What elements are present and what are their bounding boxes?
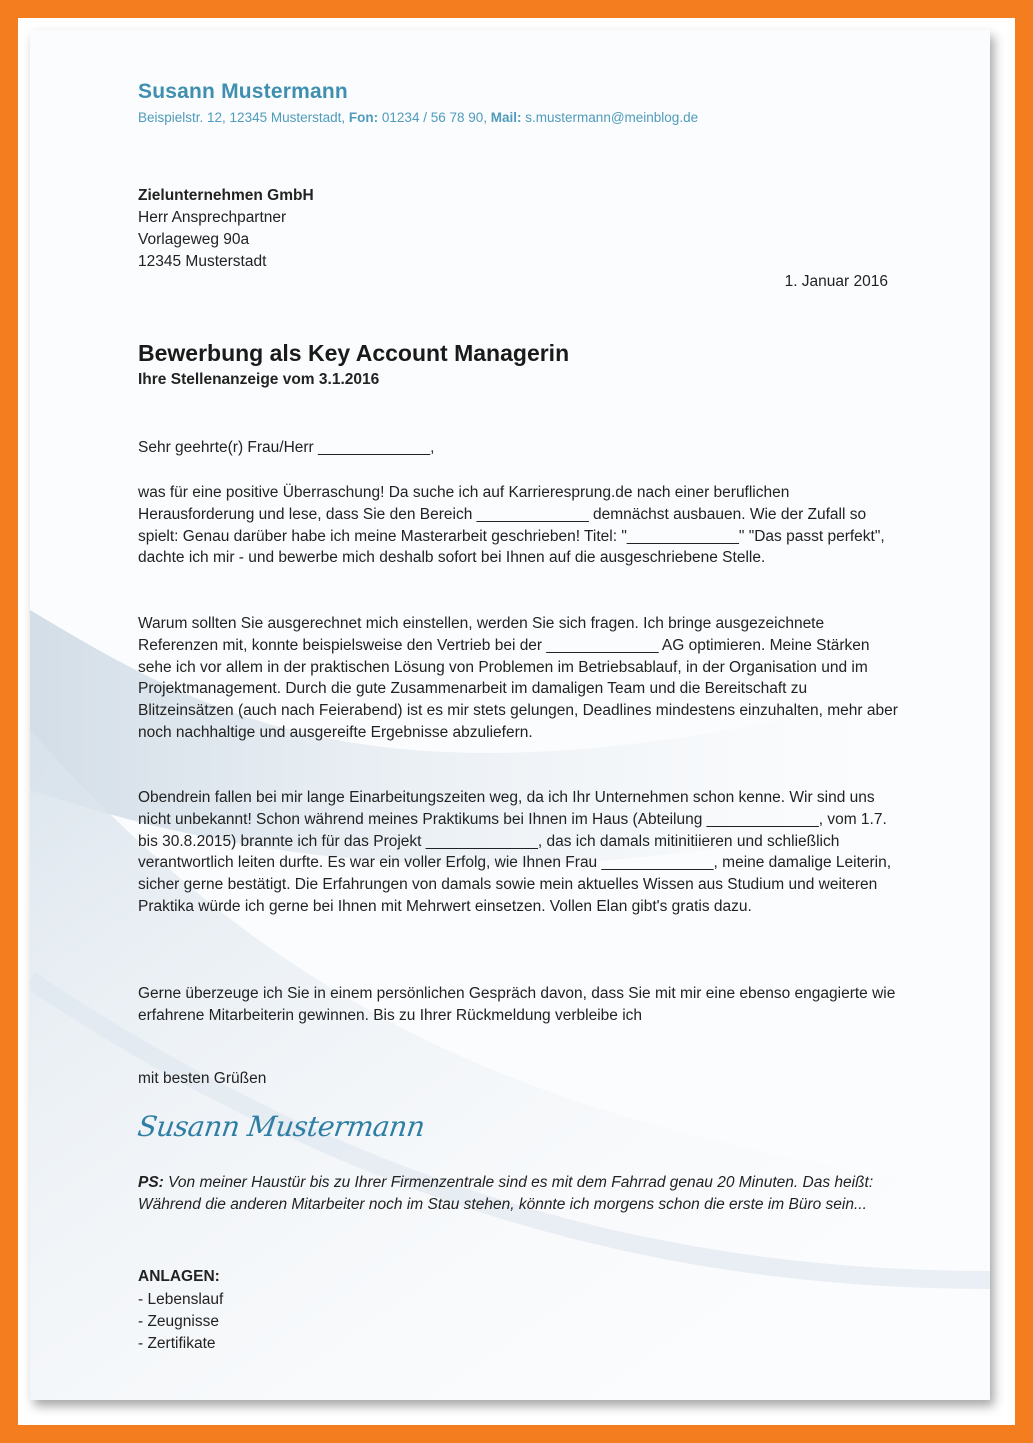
mail-label: Mail: xyxy=(490,110,522,125)
letter-date: 1. Januar 2016 xyxy=(784,273,888,290)
handwritten-signature: Susann Mustermann xyxy=(135,1110,427,1143)
letter-page xyxy=(30,30,990,1400)
attachments-list xyxy=(138,1289,223,1354)
fon-label: Fon: xyxy=(348,110,379,125)
salutation: Sehr geehrte(r) Frau/Herr _____________, xyxy=(138,439,435,456)
closing: mit besten Grüßen xyxy=(138,1070,267,1087)
ps-label: PS: xyxy=(138,1174,164,1191)
recipient-city: 12345 Musterstadt xyxy=(138,253,267,270)
mail-address: s.mustermann@meinblog.de xyxy=(525,110,699,125)
attachments-title: ANLAGEN: xyxy=(138,1268,220,1285)
fon-number: 01234 / 56 78 90, xyxy=(381,110,487,125)
postscript xyxy=(138,1172,878,1216)
paragraph-1: was für eine positive Überraschung! Da suche ich auf Karrieresprung.de nach einer beruflichen Herausforderung und lese, dass Sie den Bereich _____________ demnächst ausbauen. Wie der Zufall so spielt: Genau darüber habe ich meine Masterarbeit geschrieben! Titel: "_____________" "Das passt perfekt", dachte ich mir - und bewerbe mich deshalb sofort bei Ihnen auf die ausgeschriebene Stelle. xyxy=(138,484,885,567)
sender-contact-line xyxy=(138,110,698,125)
recipient-contact: Herr Ansprechpartner xyxy=(138,209,287,226)
sender-address: Beispielstr. 12, 12345 Musterstadt, xyxy=(138,110,346,125)
paragraph-2: Warum sollten Sie ausgerechnet mich einstellen, werden Sie sich fragen. Ich bringe ausgezeichnete Referenzen mit, konnte beispielsweise den Vertrieb bei der _____________ AG optimieren. Meine Stärken sehe ich vor allem in der praktischen Lösung von Problemen im Betriebsablauf, in der Organisation und im Projektmanagement. Durch die gute Zusammenarbeit im damaligen Team und die Bereitschaft zu Blitzeinsätzen (auch nach Feierabend) ist es mir stets gelungen, Deadlines mindestens einzuhalten, mehr aber noch nachhaltige und ausgereifte Ergebnisse abzuliefern. xyxy=(138,615,898,741)
ps-text: Von meiner Haustür bis zu Ihrer Firmenzentrale sind es mit dem Fahrrad genau 20 Minuten. Das heißt: Während die anderen Mitarbeiter noch im Stau stehen, könnte ich morgens schon die erste im Büro sein... xyxy=(138,1174,874,1213)
paragraph-3: Obendrein fallen bei mir lange Einarbeitungszeiten weg, da ich Ihr Unternehmen schon kenne. Wir sind uns nicht unbekannt! Schon während meines Praktikums bei Ihnen im Haus (Abteilung _____________, vom 1.7. bis 30.8.2015) brannte ich für das Projekt _____________, das ich damals mitinitiieren und schließlich verantwortlich leiten durfte. Es war ein voller Erfolg, wie Ihnen Frau _____________, meine damalige Leiterin, sicher gerne bestätigt. Die Erfahrungen von damals sowie mein aktuelles Wissen aus Studium und weiteren Praktika würde ich gerne bei Ihnen mit Mehrwert einsetzen. Vollen Elan gibt's gratis dazu. xyxy=(138,789,892,915)
subject-title: Bewerbung als Key Account Managerin xyxy=(138,340,570,366)
sender-name: Susann Mustermann xyxy=(138,80,348,103)
recipient-company: Zielunternehmen GmbH xyxy=(138,187,314,204)
attachment-item: - Zertifikate xyxy=(138,1334,216,1352)
subject-subtitle: Ihre Stellenanzeige vom 3.1.2016 xyxy=(138,371,380,388)
recipient-address xyxy=(138,185,314,273)
attachment-item: - Lebenslauf xyxy=(138,1291,224,1308)
attachment-item: - Zeugnisse xyxy=(138,1312,219,1330)
paragraph-4: Gerne überzeuge ich Sie in einem persönlichen Gespräch davon, dass Sie mit mir eine ebenso engagierte wie erfahrene Mitarbeiterin gewinnen. Bis zu Ihrer Rückmeldung verbleibe ich xyxy=(138,985,896,1024)
recipient-street: Vorlageweg 90a xyxy=(138,231,250,248)
